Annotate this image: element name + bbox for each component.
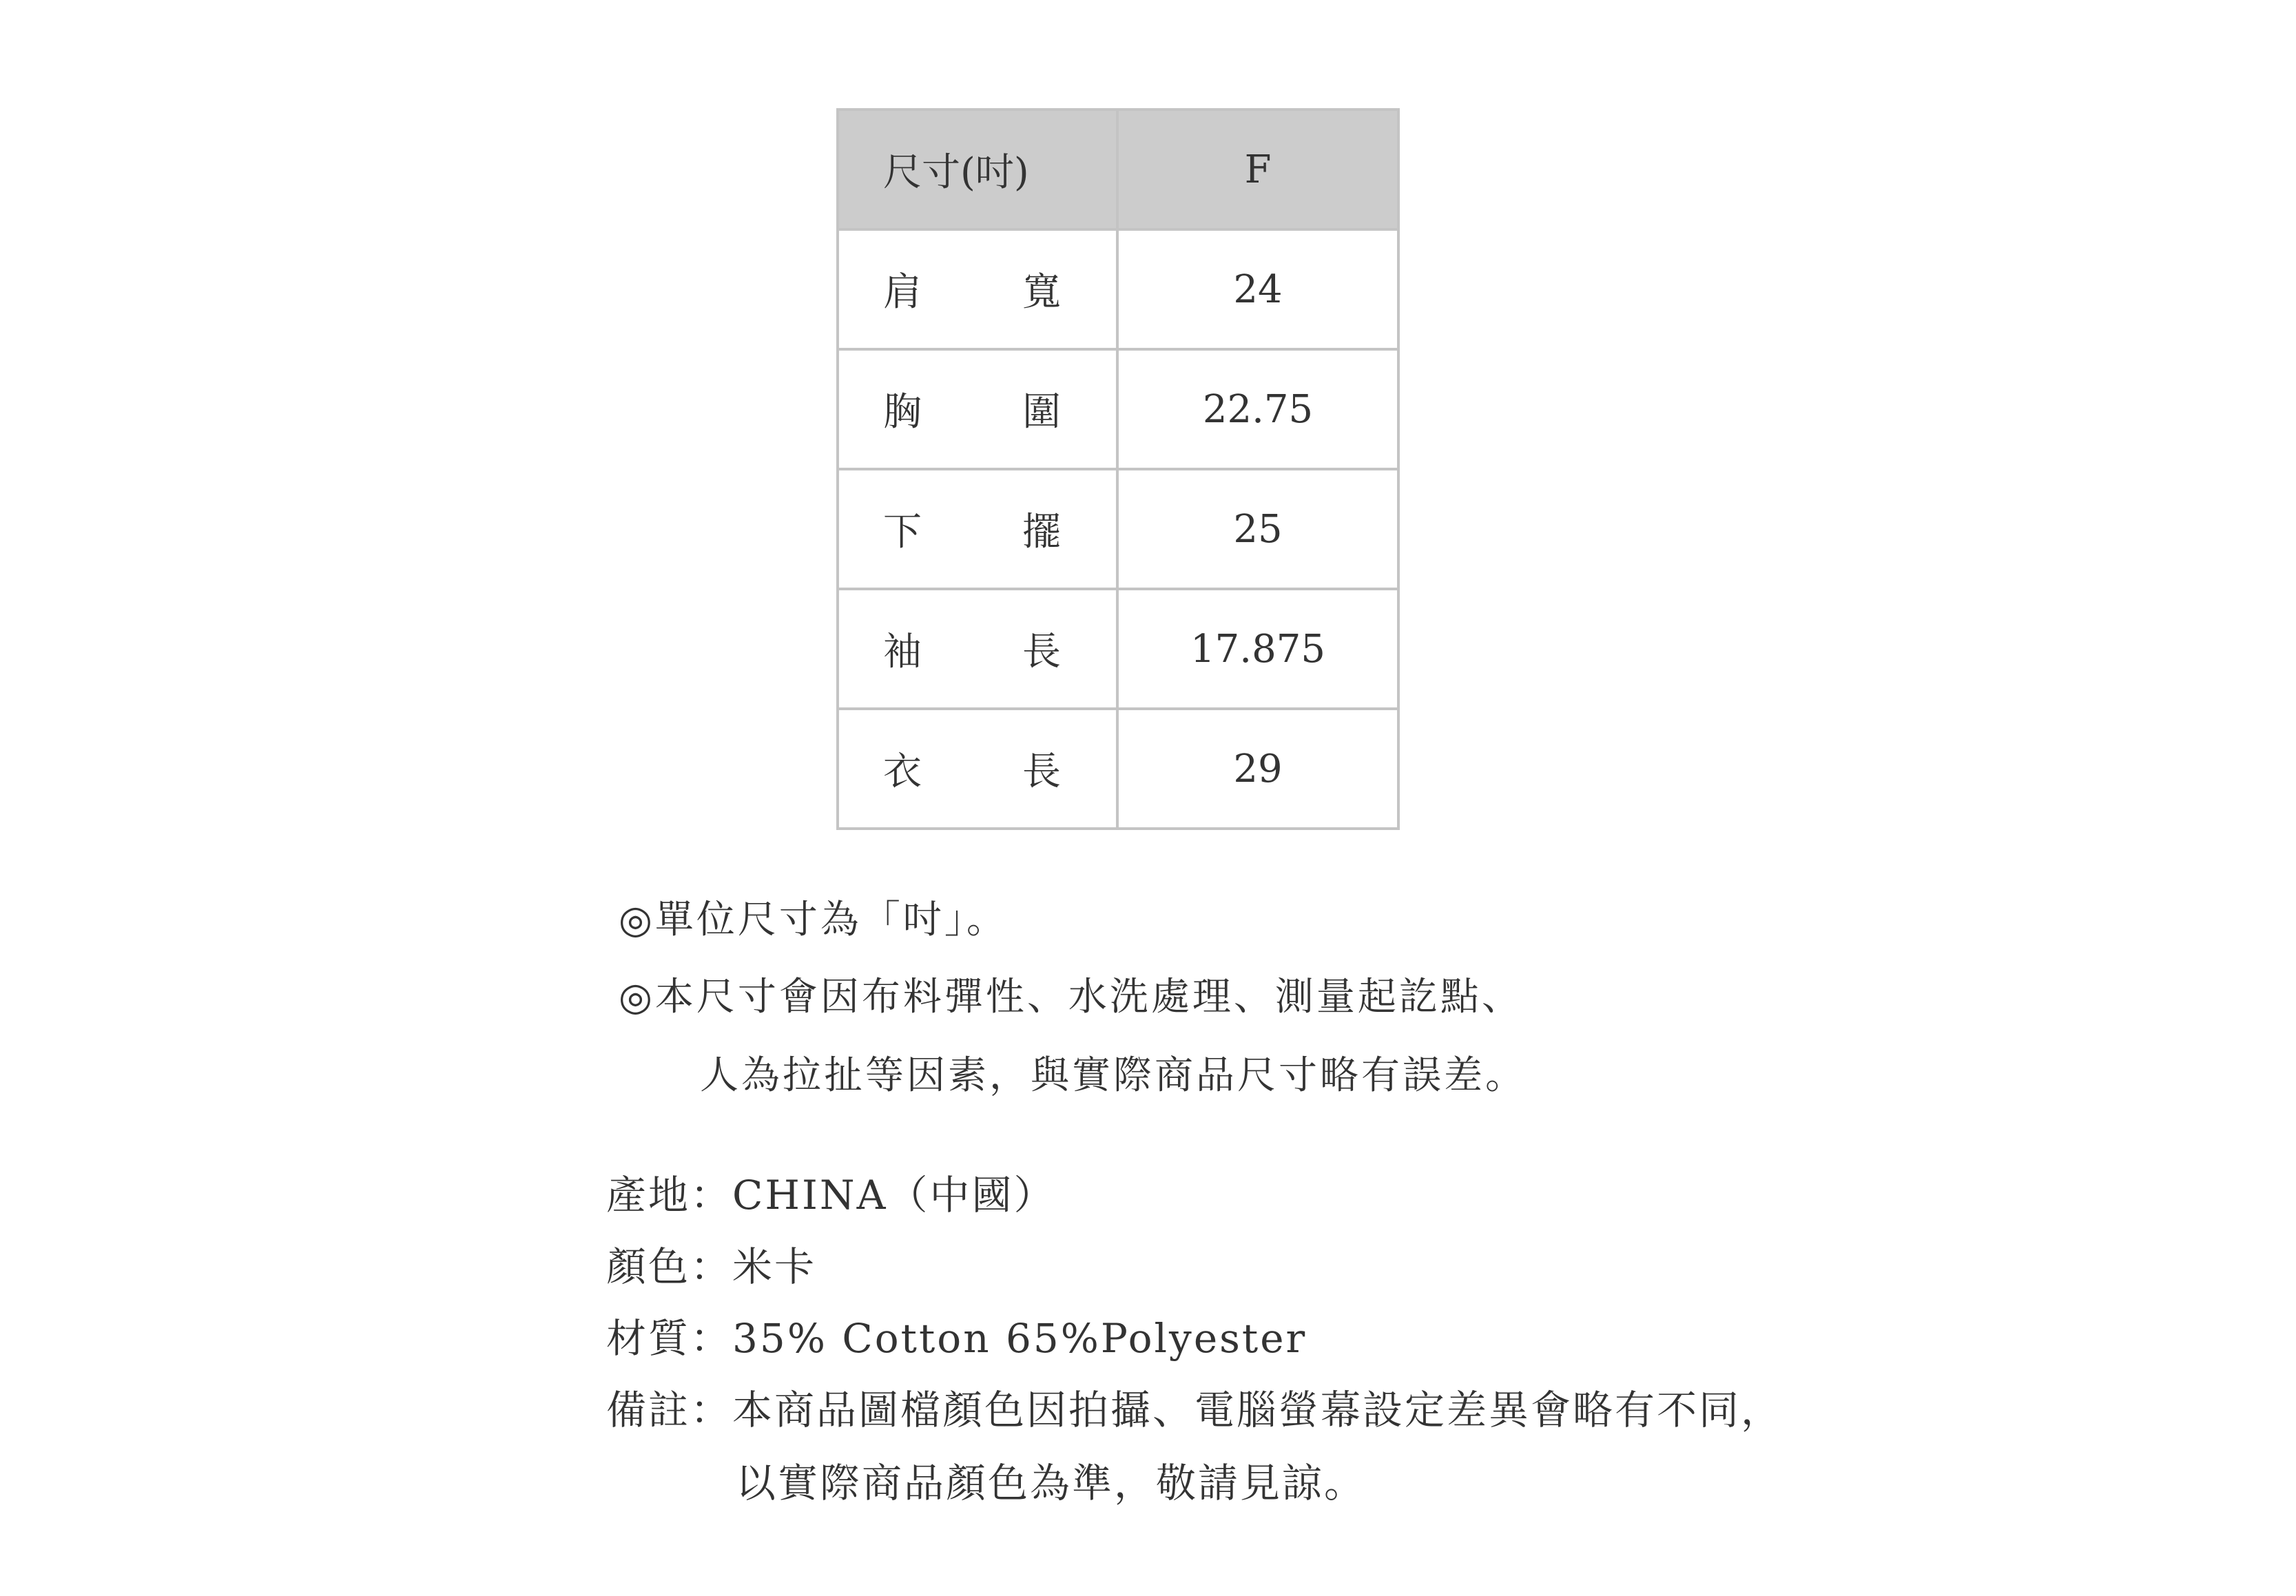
measure-label-char: 圍 <box>1022 390 1061 435</box>
measure-label-char: 擺 <box>1022 510 1061 555</box>
size-table-row <box>838 349 1398 469</box>
measure-label <box>838 589 1117 709</box>
measure-value: 17.875 <box>1117 589 1398 709</box>
material-label: 材質： <box>606 1315 733 1362</box>
size-header-value: F <box>1117 110 1398 229</box>
remark-row <box>606 1387 1783 1433</box>
measure-label-char: 長 <box>1022 749 1061 794</box>
size-table-header-row <box>838 110 1398 229</box>
measure-label-char: 袖 <box>883 630 922 674</box>
measure-label-char: 下 <box>883 510 922 555</box>
origin-value: CHINA（中國） <box>732 1172 1056 1219</box>
measure-label-char: 長 <box>1022 630 1061 674</box>
size-table-row <box>838 229 1398 349</box>
measure-label <box>838 469 1117 589</box>
unit-note: ◎單位尺寸為「吋」。 <box>619 898 1008 942</box>
measure-value: 29 <box>1117 709 1398 829</box>
size-header-label: 尺寸(吋) <box>838 110 1117 229</box>
color-value: 米卡 <box>732 1243 817 1290</box>
measure-label-char: 衣 <box>883 749 922 794</box>
material-row <box>606 1315 1307 1362</box>
material-value: 35% Cotton 65%Polyester <box>732 1315 1307 1362</box>
remark-line1: 本商品圖檔顏色因拍攝、電腦螢幕設定差異會略有不同， <box>732 1387 1783 1433</box>
variance-note-line1: ◎本尺寸會因布料彈性、水洗處理、測量起訖點、 <box>619 975 1523 1019</box>
remark-label: 備註： <box>606 1387 733 1433</box>
size-table-row <box>838 469 1398 589</box>
measure-label <box>838 709 1117 829</box>
color-row <box>606 1243 817 1290</box>
size-table-row <box>838 589 1398 709</box>
measure-value: 25 <box>1117 469 1398 589</box>
measure-label-char: 胸 <box>883 390 922 435</box>
remark-line2: 以實際商品顏色為準，敬請見諒。 <box>736 1460 1367 1506</box>
variance-note-line2: 人為拉扯等因素，與實際商品尺寸略有誤差。 <box>700 1053 1527 1098</box>
measure-label-char: 寬 <box>1022 270 1061 315</box>
measure-value: 24 <box>1117 229 1398 349</box>
origin-label: 產地： <box>606 1172 733 1219</box>
measure-value: 22.75 <box>1117 349 1398 469</box>
size-table-row <box>838 709 1398 829</box>
color-label: 顏色： <box>606 1243 733 1290</box>
measure-label-char: 肩 <box>883 270 922 315</box>
size-table <box>836 108 1400 830</box>
origin-row <box>606 1172 1056 1219</box>
measure-label <box>838 229 1117 349</box>
measure-label <box>838 349 1117 469</box>
